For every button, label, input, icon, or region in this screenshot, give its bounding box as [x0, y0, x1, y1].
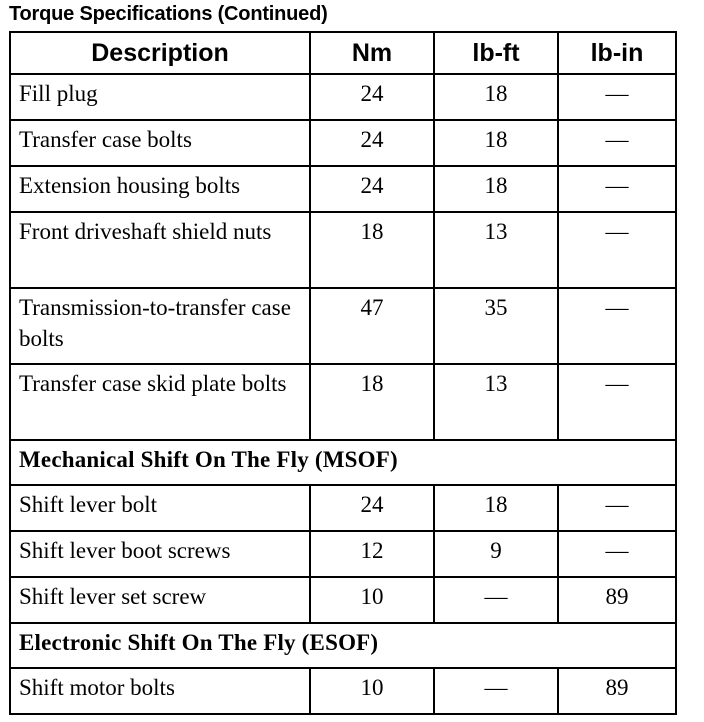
row-lb-in: —: [558, 531, 676, 577]
row-nm: 24: [310, 166, 434, 212]
row-description: Transfer case bolts: [10, 120, 310, 166]
torque-spec-table: [9, 31, 677, 715]
table-row: [10, 531, 676, 577]
header-lb-in: lb-in: [558, 32, 676, 74]
row-nm: 10: [310, 668, 434, 714]
row-description: Shift lever boot screws: [10, 531, 310, 577]
header-nm: Nm: [310, 32, 434, 74]
row-lb-ft: 18: [434, 120, 558, 166]
row-lb-ft: 18: [434, 166, 558, 212]
table-row: [10, 288, 676, 364]
table-row: [10, 212, 676, 288]
table-row: [10, 364, 676, 440]
row-description: Shift lever set screw: [10, 577, 310, 623]
row-nm: 24: [310, 74, 434, 120]
row-nm: 24: [310, 485, 434, 531]
table-row: [10, 74, 676, 120]
row-nm: 12: [310, 531, 434, 577]
row-lb-ft: 18: [434, 74, 558, 120]
row-nm: 18: [310, 364, 434, 440]
row-description: Transmission-to-transfer case bolts: [10, 288, 310, 364]
row-description: Fill plug: [10, 74, 310, 120]
section-title: Electronic Shift On The Fly (ESOF): [10, 623, 676, 668]
row-lb-ft: 13: [434, 212, 558, 288]
row-nm: 47: [310, 288, 434, 364]
row-lb-ft: —: [434, 577, 558, 623]
row-lb-ft: 35: [434, 288, 558, 364]
row-description: Shift lever bolt: [10, 485, 310, 531]
row-nm: 18: [310, 212, 434, 288]
row-lb-in: 89: [558, 668, 676, 714]
row-lb-ft: 18: [434, 485, 558, 531]
row-lb-in: —: [558, 212, 676, 288]
row-description: Transfer case skid plate bolts: [10, 364, 310, 440]
row-lb-in: —: [558, 166, 676, 212]
row-description: Extension housing bolts: [10, 166, 310, 212]
section-title: Mechanical Shift On The Fly (MSOF): [10, 440, 676, 485]
row-lb-in: —: [558, 74, 676, 120]
section-header-msof: [10, 440, 676, 485]
table-row: [10, 120, 676, 166]
row-nm: 10: [310, 577, 434, 623]
table-row: [10, 577, 676, 623]
row-nm: 24: [310, 120, 434, 166]
row-description: Shift motor bolts: [10, 668, 310, 714]
row-lb-in: 89: [558, 577, 676, 623]
page-title: Torque Specifications (Continued): [9, 3, 328, 25]
row-lb-ft: 9: [434, 531, 558, 577]
header-row: [10, 32, 676, 74]
row-lb-in: —: [558, 364, 676, 440]
row-lb-ft: —: [434, 668, 558, 714]
row-description: Front driveshaft shield nuts: [10, 212, 310, 288]
row-lb-ft: 13: [434, 364, 558, 440]
table-row: [10, 485, 676, 531]
header-description: Description: [10, 32, 310, 74]
row-lb-in: —: [558, 120, 676, 166]
table-row: [10, 166, 676, 212]
table-row: [10, 668, 676, 714]
row-lb-in: —: [558, 485, 676, 531]
row-lb-in: —: [558, 288, 676, 364]
header-lb-ft: lb-ft: [434, 32, 558, 74]
section-header-esof: [10, 623, 676, 668]
